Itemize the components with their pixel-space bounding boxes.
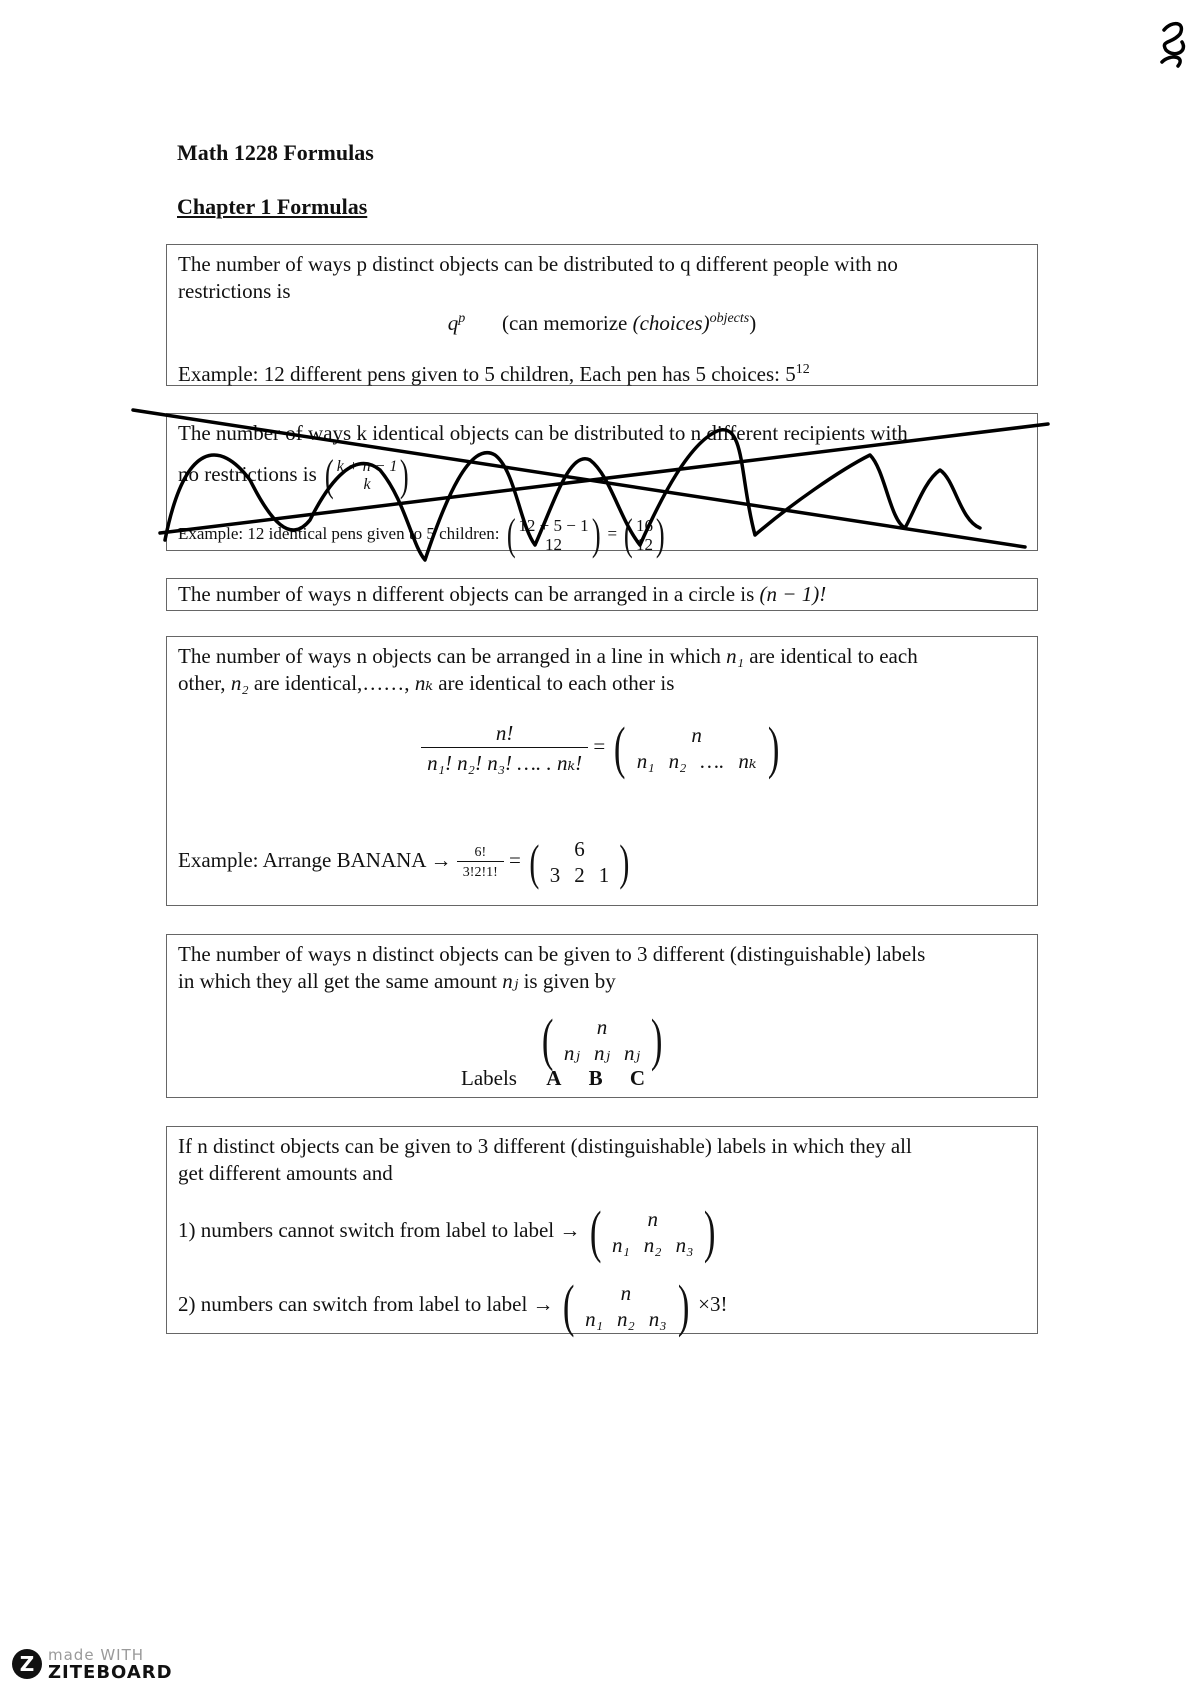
box4-var-n2: n₂ — [230, 671, 249, 695]
binom-bottom-item: n₁ — [611, 1233, 630, 1257]
binom-bottom — [630, 748, 764, 774]
box1-example-exp: 12 — [795, 362, 810, 377]
multinomial-coefficient: ( n n₁ n₂ …. nₖ ) — [614, 715, 779, 780]
item2-suffix: ×3! — [698, 1291, 728, 1316]
formula-exponent: p — [458, 311, 466, 326]
formula-base: q — [447, 311, 459, 335]
binom-bottom-item: nₖ — [738, 749, 757, 773]
equals-sign: = — [593, 733, 606, 758]
box2-ex-binom: ( 12 + 5 − 1 12 ) — [506, 510, 601, 559]
box2-binom-bottom: k — [363, 476, 371, 493]
ziteboard-branding — [12, 1647, 173, 1681]
box2-binom-top: k + n − 1 — [336, 458, 398, 475]
box2-ex-top: 12 + 5 − 1 — [518, 516, 589, 535]
box1-example — [178, 356, 810, 388]
box2-ex-eq: = — [607, 523, 618, 543]
example-binom-bottom — [543, 862, 617, 888]
binom-bottom-item: n₃ — [675, 1233, 694, 1257]
equal-labels-coefficient: ( n nⱼ nⱼ nⱼ ) — [541, 1007, 663, 1072]
box4-multinomial-formula — [167, 715, 1037, 780]
item1-coefficient: ( n n₁ n₂ n₃ ) — [589, 1199, 716, 1264]
box5-line2-a: in which they all get the same amount — [178, 969, 497, 993]
multinomial-fraction — [421, 720, 588, 777]
formula-box-identical-distribution — [166, 413, 1038, 559]
fraction-numerator: n! — [495, 720, 514, 745]
example-binom-item: 3 — [549, 863, 561, 887]
formula-box-circle-arrangement — [166, 578, 1038, 611]
formula-box-equal-labels — [166, 934, 1038, 1098]
box4-line1 — [178, 643, 1026, 670]
binom-bottom-item: n₂ — [616, 1307, 635, 1331]
box1-example-text: Example: 12 different pens given to 5 children, Each pen has 5 choices: — [178, 362, 781, 386]
memo-exponent: objects — [709, 311, 750, 326]
binom-bottom-item: n₁ — [636, 749, 655, 773]
label-b: B — [588, 1066, 603, 1090]
box4-line2-b: are identical,……, — [253, 671, 410, 695]
box4-line2 — [178, 670, 1026, 697]
box2-line2 — [178, 447, 1026, 505]
box2-binom: ( k + n − 1 k ) — [325, 451, 410, 500]
example-binom-item: 1 — [598, 863, 610, 887]
binom-bottom-item: …. — [700, 749, 725, 773]
branding-text — [48, 1647, 173, 1681]
box3-text: The number of ways n different objects can be arranged in a circle is — [178, 582, 755, 606]
box2-ex-r-bottom: 12 — [636, 535, 653, 554]
label-a: A — [546, 1066, 562, 1090]
box4-example-text: Example: Arrange BANANA → — [178, 847, 452, 872]
example-binom-top: 6 — [574, 837, 585, 861]
box5-line1: The number of ways n distinct objects can be given to 3 different (distinguishable) labels — [178, 942, 926, 966]
formula-box-line-arrangement — [166, 636, 1038, 906]
box2-line1: The number of ways k identical objects can be distributed to n different recipients with — [178, 421, 908, 445]
binom-bottom-item: n₃ — [648, 1307, 667, 1331]
ziteboard-logo-icon: Z — [12, 1649, 42, 1679]
box4-line2-c: are identical to each other is — [438, 671, 675, 695]
example-multinomial: ( 6 3 2 1 ) — [529, 834, 630, 890]
binom-bottom-item: n₂ — [668, 749, 687, 773]
ziteboard-name: ZITEBOARD — [48, 1662, 173, 1683]
formula-box-different-labels — [166, 1126, 1038, 1338]
box6-item1 — [178, 1199, 720, 1264]
box4-line1-b: are identical to each — [749, 644, 918, 668]
document-title: Math 1228 Formulas — [177, 140, 374, 165]
binom-bottom — [605, 1232, 700, 1258]
box5-line2 — [178, 968, 1026, 995]
labels-row — [461, 1065, 645, 1092]
box3-formula: (n − 1)! — [759, 582, 827, 606]
box2-example — [178, 506, 668, 564]
example-numerator: 6! — [474, 844, 487, 860]
box4-var-nk: nₖ — [414, 671, 433, 695]
label-c: C — [629, 1066, 646, 1090]
box2-ex-r-top: 16 — [636, 516, 653, 535]
example-fraction — [457, 844, 504, 881]
made-with-label: made WITH — [48, 1646, 145, 1664]
box4-line1-a: The number of ways n objects can be arranged in a line in which — [178, 644, 721, 668]
binom-bottom-item: nⱼ — [624, 1041, 641, 1065]
formula-box-distinct-distribution — [166, 244, 1038, 386]
binom-top: n — [620, 1281, 632, 1305]
memo-close: ) — [749, 311, 757, 335]
binom-bottom-item: nⱼ — [593, 1041, 611, 1065]
binom-top: n — [596, 1015, 608, 1039]
box4-example — [178, 833, 633, 891]
binom-top: n — [647, 1207, 658, 1231]
box1-formula-row — [167, 305, 1037, 337]
item2-text: 2) numbers can switch from label to label → — [178, 1291, 554, 1316]
top-right-scribble-icon — [1162, 24, 1183, 66]
example-binom-item: 2 — [574, 863, 585, 887]
box5-formula — [167, 1007, 1037, 1072]
box2-example-text: Example: 12 identical pens given to 5 children: — [178, 523, 500, 543]
box3-line — [178, 581, 1026, 608]
memo-text: (can memorize — [502, 311, 628, 335]
binom-top: n — [691, 723, 702, 747]
chapter-title: Chapter 1 Formulas — [177, 194, 368, 219]
box4-line2-a: other, — [178, 671, 226, 695]
box6-item2 — [178, 1273, 728, 1338]
box6-line1: If n distinct objects can be given to 3 different (distinguishable) labels in which they all — [178, 1134, 912, 1158]
binom-bottom — [578, 1306, 673, 1332]
box1-line2: restrictions is — [178, 279, 291, 303]
box5-line2-b: is given by — [523, 969, 616, 993]
example-equals: = — [509, 847, 521, 872]
box2-ex-result-binom: ( 16 12 ) — [624, 510, 665, 559]
box2-line2-text: no restrictions is — [178, 461, 317, 486]
binom-bottom-item: n₂ — [643, 1233, 662, 1257]
item1-text: 1) numbers cannot switch from label to label → — [178, 1217, 581, 1242]
box2-ex-bottom: 12 — [545, 535, 562, 554]
box6-line2: get different amounts and — [178, 1161, 393, 1185]
binom-bottom — [557, 1040, 647, 1066]
labels-word: Labels — [461, 1066, 517, 1090]
item2-coefficient: ( n n₁ n₂ n₃ ) — [562, 1273, 690, 1338]
box4-var-n1: n₁ — [726, 644, 744, 668]
binom-bottom-item: n₁ — [585, 1307, 603, 1331]
example-denominator: 3!2!1! — [457, 861, 504, 881]
box1-line1: The number of ways p distinct objects can be distributed to q different people with no — [178, 252, 898, 276]
binom-bottom-item: nⱼ — [563, 1041, 580, 1065]
box1-example-base: 5 — [785, 362, 796, 386]
memo-base: (choices) — [632, 311, 710, 335]
fraction-denominator: n₁! n₂! n₃! …. . nₖ! — [421, 747, 588, 777]
box5-var-nj: nⱼ — [502, 969, 519, 993]
